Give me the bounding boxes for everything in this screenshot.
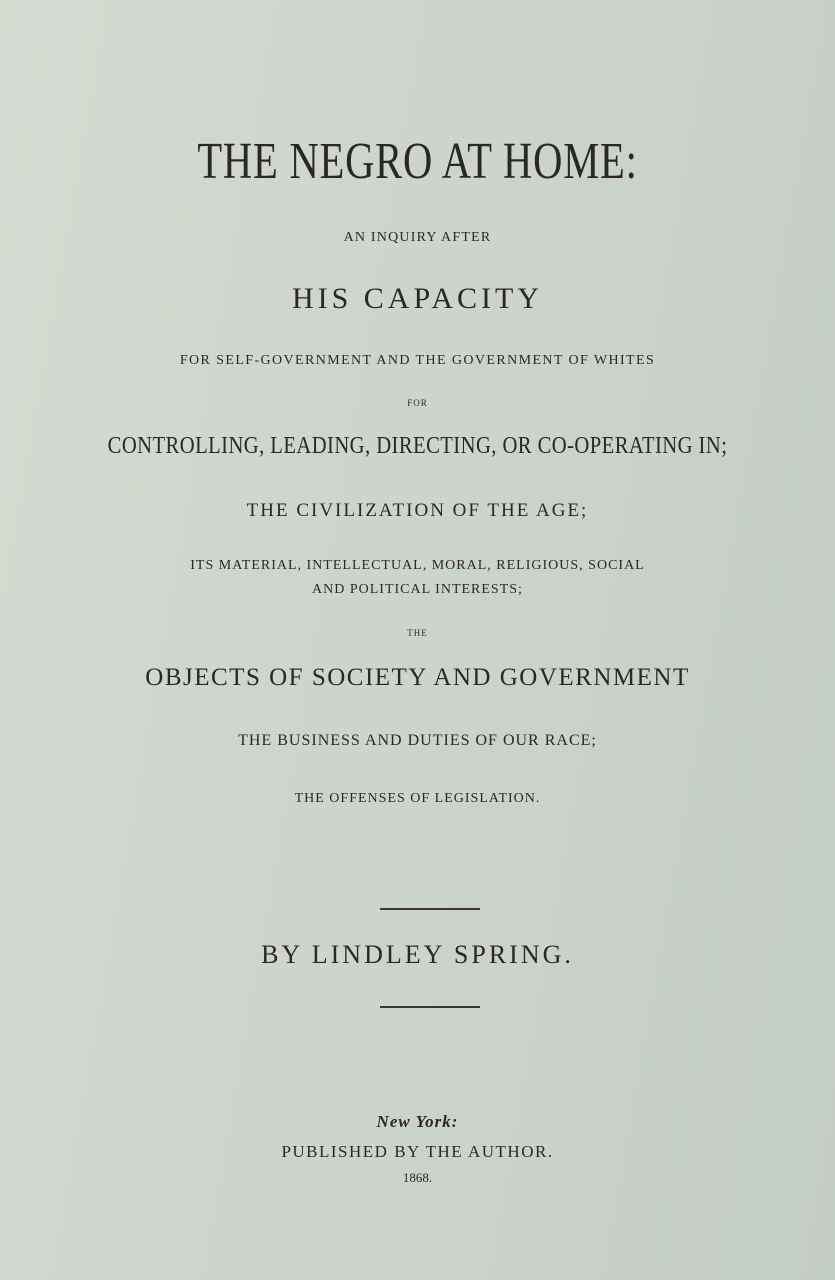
subtitle-for: FOR — [407, 398, 428, 408]
subtitle-offenses: THE OFFENSES OF LEGISLATION. — [294, 791, 541, 806]
imprint-year: 1868. — [402, 1170, 433, 1185]
subtitle-controlling: CONTROLLING, LEADING, DIRECTING, OR CO-OPERATING IN; — [107, 433, 728, 459]
subtitle-interests-line-1: ITS MATERIAL, INTELLECTUAL, MORAL, RELIGIOUS, SOCIAL — [190, 558, 645, 573]
divider-bottom — [380, 1006, 480, 1008]
author-line: BY LINDLEY SPRING. — [261, 940, 574, 969]
imprint-city: New York: — [376, 1112, 459, 1131]
subtitle-civilization: THE CIVILIZATION OF THE AGE; — [246, 500, 589, 521]
subtitle-inquiry: AN INQUIRY AFTER — [343, 230, 492, 245]
subtitle-the: THE — [407, 628, 428, 638]
book-title: THE NEGRO AT HOME: — [197, 133, 638, 190]
subtitle-self-government: FOR SELF-GOVERNMENT AND THE GOVERNMENT OF WHITES — [179, 353, 656, 368]
subtitle-interests-line-2: AND POLITICAL INTERESTS; — [312, 582, 523, 597]
imprint-publisher: PUBLISHED BY THE AUTHOR. — [281, 1142, 554, 1161]
subtitle-objects: OBJECTS OF SOCIETY AND GOVERNMENT — [145, 664, 690, 691]
divider-top — [380, 908, 480, 910]
subtitle-capacity: HIS CAPACITY — [291, 282, 544, 315]
subtitle-business: THE BUSINESS AND DUTIES OF OUR RACE; — [238, 732, 597, 749]
